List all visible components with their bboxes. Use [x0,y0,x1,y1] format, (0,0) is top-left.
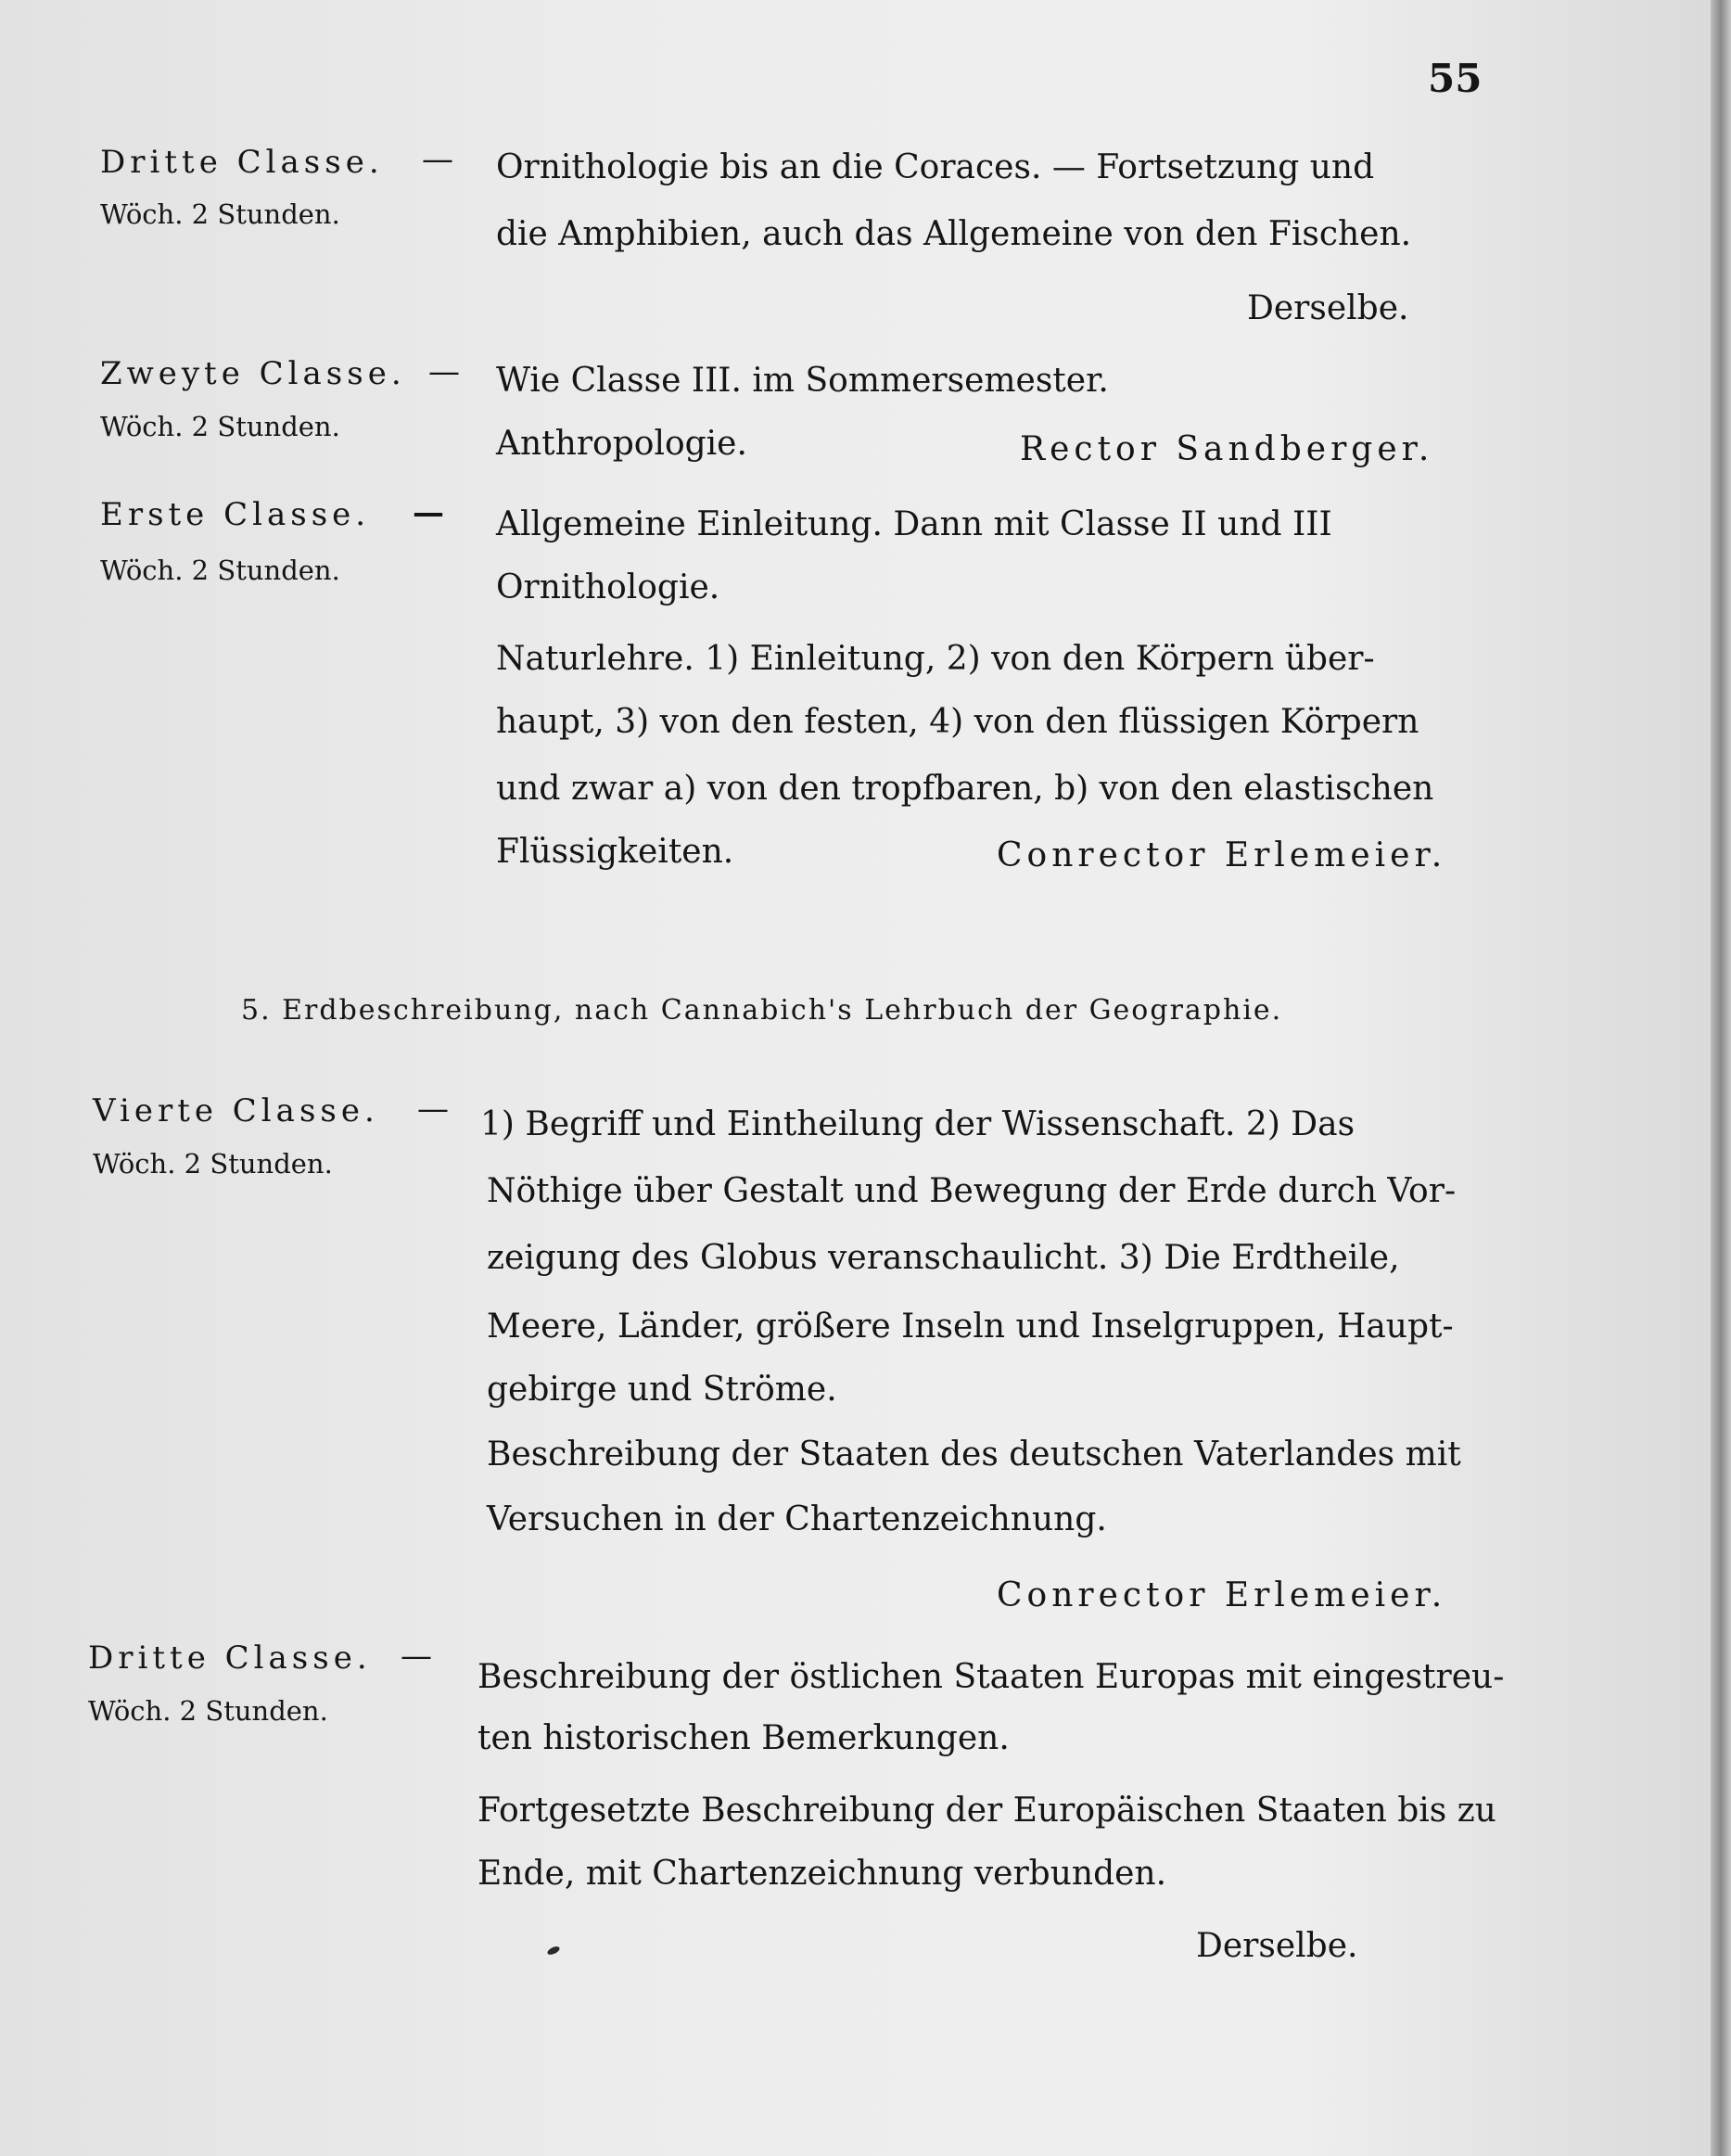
page-number: 55 [1428,56,1483,101]
text-line: Ende, mit Chartenzeichnung verbunden. [477,1855,1167,1893]
dash: — [428,353,460,390]
class-label-erste: Erste Classe. [100,496,371,533]
teacher-name: Rector Sandberger. [1020,430,1434,468]
text-line: 1) Begriff und Eintheilung der Wissenschaft. 2) Das [480,1105,1356,1143]
hours-label: Wöch. 2 Stunden. [100,198,340,230]
teacher-name: Derselbe. [1196,1927,1358,1965]
teacher-name: Conrector Erlemeier. [997,1576,1447,1614]
dash: — [401,1638,432,1675]
text-line: gebirge und Ströme. [487,1371,837,1409]
dash: — [413,494,444,531]
section-heading: 5. Erdbeschreibung, nach Cannabich's Lehrbuch der Geographie. [241,994,1283,1027]
text-line: Anthropologie. [496,425,747,463]
dash: — [422,141,453,178]
text-line: Versuchen in der Chartenzeichnung. [487,1500,1107,1538]
text-line: ten historischen Bemerkungen. [477,1719,1010,1757]
text-line: Beschreibung der Staaten des deutschen Vaterlandes mit [487,1435,1461,1473]
text-line: zeigung des Globus veranschaulicht. 3) Die Erdtheile, [487,1239,1400,1277]
hours-label: Wöch. 2 Stunden. [93,1148,333,1180]
hours-label: Wöch. 2 Stunden. [100,555,340,586]
class-label-dritte: Dritte Classe. [100,144,384,181]
class-label-zweyte: Zweyte Classe. [100,355,406,392]
text-line: Wie Classe III. im Sommersemester. [496,362,1109,400]
teacher-name: Derselbe. [1247,289,1409,327]
text-line: und zwar a) von den tropfbaren, b) von den elastischen [496,770,1434,808]
text-line: Ornithologie. [496,568,720,606]
text-line: die Amphibien, auch das Allgemeine von den Fischen. [496,215,1412,253]
text-line: Naturlehre. 1) Einleitung, 2) von den Körpern über- [496,640,1375,678]
hours-label: Wöch. 2 Stunden. [88,1695,328,1727]
text-line: Allgemeine Einleitung. Dann mit Classe II und III [496,505,1332,543]
text-line: Nöthige über Gestalt und Bewegung der Erde durch Vor- [487,1172,1457,1210]
page-edge-shadow [1711,0,1731,2156]
hours-label: Wöch. 2 Stunden. [100,411,340,442]
class-label-vierte: Vierte Classe. [93,1092,379,1129]
teacher-name: Conrector Erlemeier. [997,836,1447,874]
dash: — [417,1091,449,1128]
class-label-dritte: Dritte Classe. [88,1639,372,1677]
text-line: Fortgesetzte Beschreibung der Europäischen Staaten bis zu [477,1792,1496,1830]
text-line: Meere, Länder, größere Inseln und Inselgruppen, Haupt- [487,1308,1454,1346]
text-line: Beschreibung der östlichen Staaten Europas mit eingestreu- [477,1658,1505,1696]
text-line: Flüssigkeiten. [496,833,734,871]
ink-smudge [546,1945,561,1956]
text-line: Ornithologie bis an die Coraces. — Fortsetzung und [496,148,1375,186]
text-line: haupt, 3) von den festen, 4) von den flüssigen Körpern [496,703,1419,741]
